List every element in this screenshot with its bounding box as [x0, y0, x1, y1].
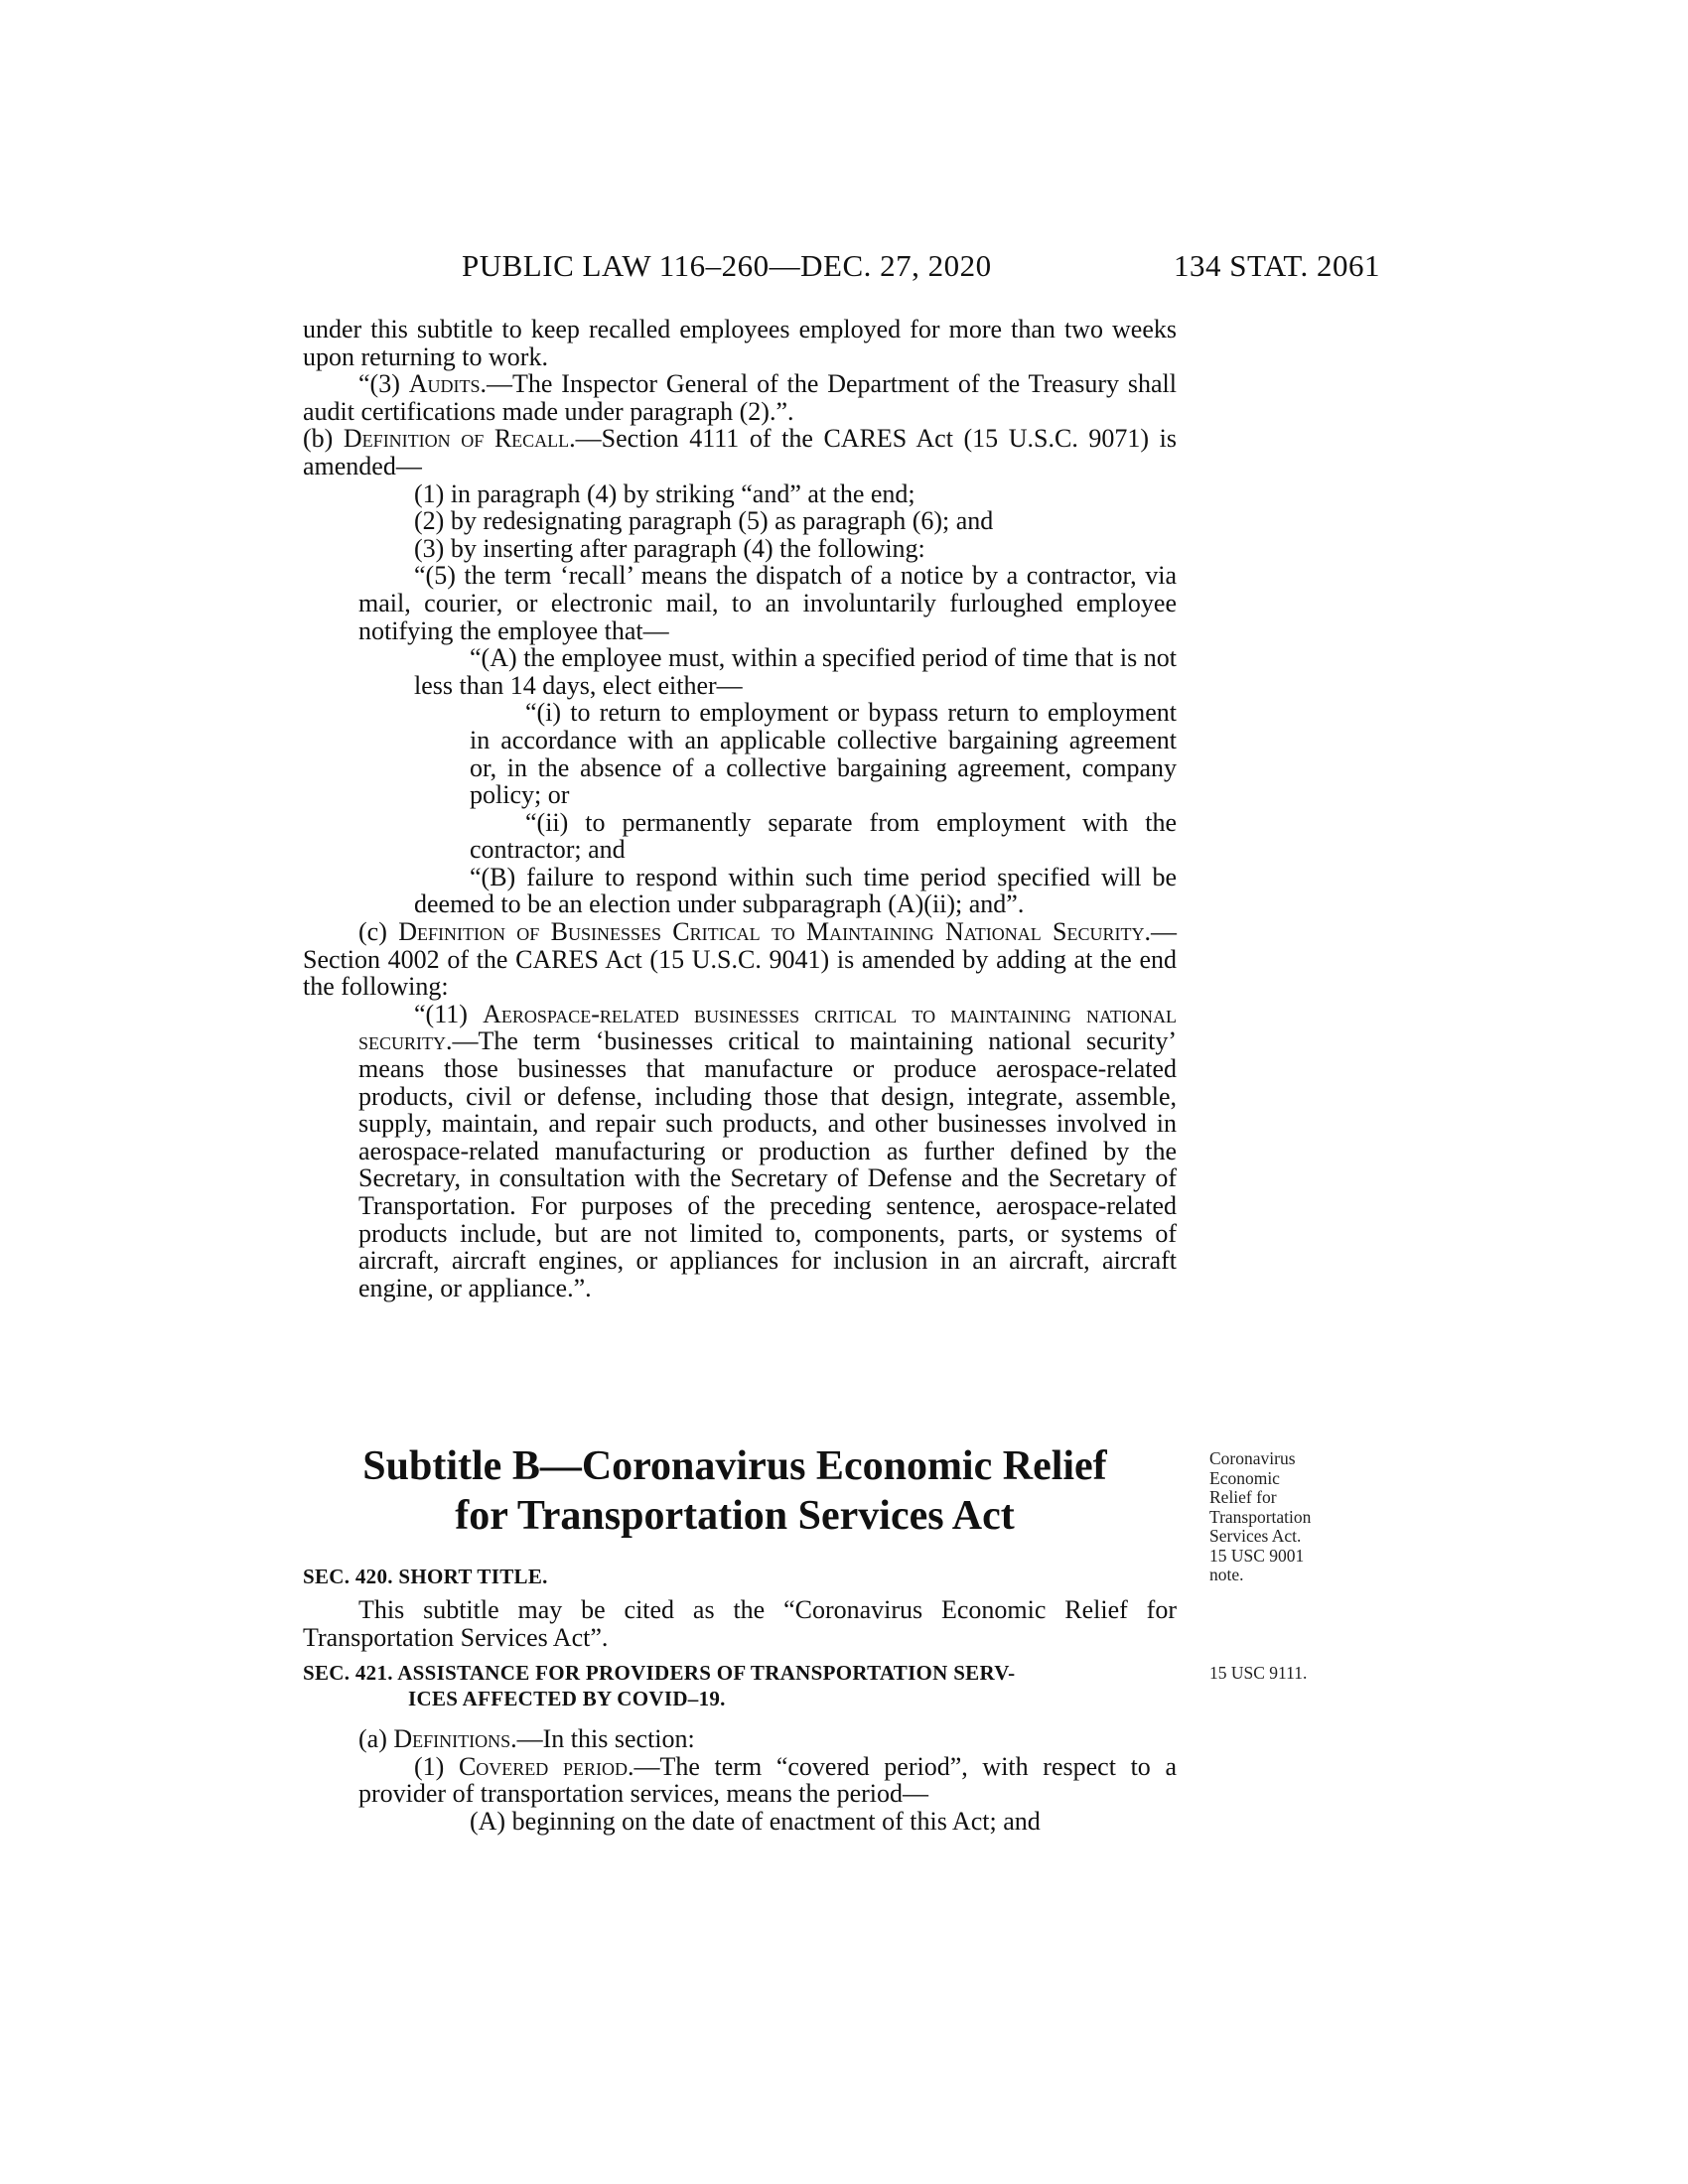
quoted-subparagraph-b: “(B) failure to respond within such time period specified will be deemed to be an election under subparagraph (A)(ii); and”.	[414, 862, 1177, 919]
subtitle-heading	[298, 1441, 1172, 1541]
paragraph: under this subtitle to keep recalled employees employed for more than two weeks upon returning to work.	[303, 315, 1177, 371]
paragraph-audits: “(3) Audits.—The Inspector General of the Department of the Treasury shall audit certifications made under paragraph (2).”.	[303, 369, 1177, 426]
stat-page-number: 134 STAT. 2061	[1173, 248, 1380, 283]
section-421-heading-line-1: SEC. 421. ASSISTANCE FOR PROVIDERS OF TRANSPORTATION SERV-	[303, 1661, 1016, 1685]
subparagraph-a: (A) beginning on the date of enactment of this Act; and	[470, 1806, 1041, 1836]
section-421-heading	[303, 1660, 1177, 1711]
quoted-clause-i: “(i) to return to employment or bypass return to employment in accordance with an applicable collective bargaining agreement or, in the absence of a collective bargaining agreement, company policy; or	[470, 698, 1177, 810]
subsection-c: (c) Definition of Businesses Critical to Maintaining National Security.—Section 4002 of the CARES Act (15 U.S.C. 9041) is amended by adding at the end the following:	[303, 917, 1177, 1002]
section-420-text: This subtitle may be cited as the “Coronavirus Economic Relief for Transportation Services Act”.	[303, 1595, 1177, 1652]
body-text	[303, 316, 1177, 1301]
page-header	[298, 248, 1380, 288]
quoted-subparagraph-a: “(A) the employee must, within a specified period of time that is not less than 14 days, elect either—	[414, 643, 1177, 700]
public-law-citation: PUBLIC LAW 116–260—DEC. 27, 2020	[462, 248, 992, 283]
margin-note-section-421: 15 USC 9111.	[1209, 1663, 1308, 1683]
paragraph-covered-period: (1) Covered period.—The term “covered period”, with respect to a provider of transportation services, means the period—	[358, 1751, 1177, 1809]
quoted-clause-ii: “(ii) to permanently separate from employment with the contractor; and	[470, 807, 1177, 865]
subsection-b: (b) Definition of Recall.—Section 4111 of the CARES Act (15 U.S.C. 9071) is amended—	[303, 424, 1177, 480]
subsection-a: (a) Definitions.—In this section:	[358, 1724, 695, 1753]
quoted-paragraph-11: “(11) Aerospace-related businesses critical to maintaining national security.—The term ‘businesses critical to maintaining national security’ means those businesses that manufacture or produce aerospace-related products, civil or defense, including those that design, integrate, assemble, supply, maintain, and repair such products, and other businesses involved in aerospace-related manufacturing or production as further defined by the Secretary, in consultation with the Secretary of Defense and the Secretary of Transportation. For purposes of the preceding sentence, aerospace-related products include, but are not limited to, components, parts, or systems of aircraft, aircraft engines, or appliances for inclusion in an aircraft, aircraft engine, or appliance.”.	[358, 999, 1177, 1302]
quoted-paragraph-5: “(5) the term ‘recall’ means the dispatch of a notice by a contractor, via mail, courier, or electronic mail, to an involuntarily furloughed employee notifying the employee that—	[358, 561, 1177, 645]
margin-note-subtitle: Coronavirus Economic Relief for Transportation Services Act. 15 USC 9001 note.	[1209, 1448, 1312, 1584]
paragraph-b3: (3) by inserting after paragraph (4) the following:	[414, 533, 925, 563]
section-421-heading-line-2: ICES AFFECTED BY COVID–19.	[408, 1687, 726, 1710]
subtitle-line-2: for Transportation Services Act	[455, 1493, 1015, 1539]
subtitle-line-1: Subtitle B—Coronavirus Economic Relief	[362, 1443, 1107, 1489]
paragraph-b2: (2) by redesignating paragraph (5) as paragraph (6); and	[414, 506, 994, 536]
section-421-text	[303, 1725, 1177, 1835]
section-420-heading: SEC. 420. SHORT TITLE.	[303, 1565, 548, 1588]
paragraph-b1: (1) in paragraph (4) by striking “and” at the end;	[414, 478, 915, 508]
